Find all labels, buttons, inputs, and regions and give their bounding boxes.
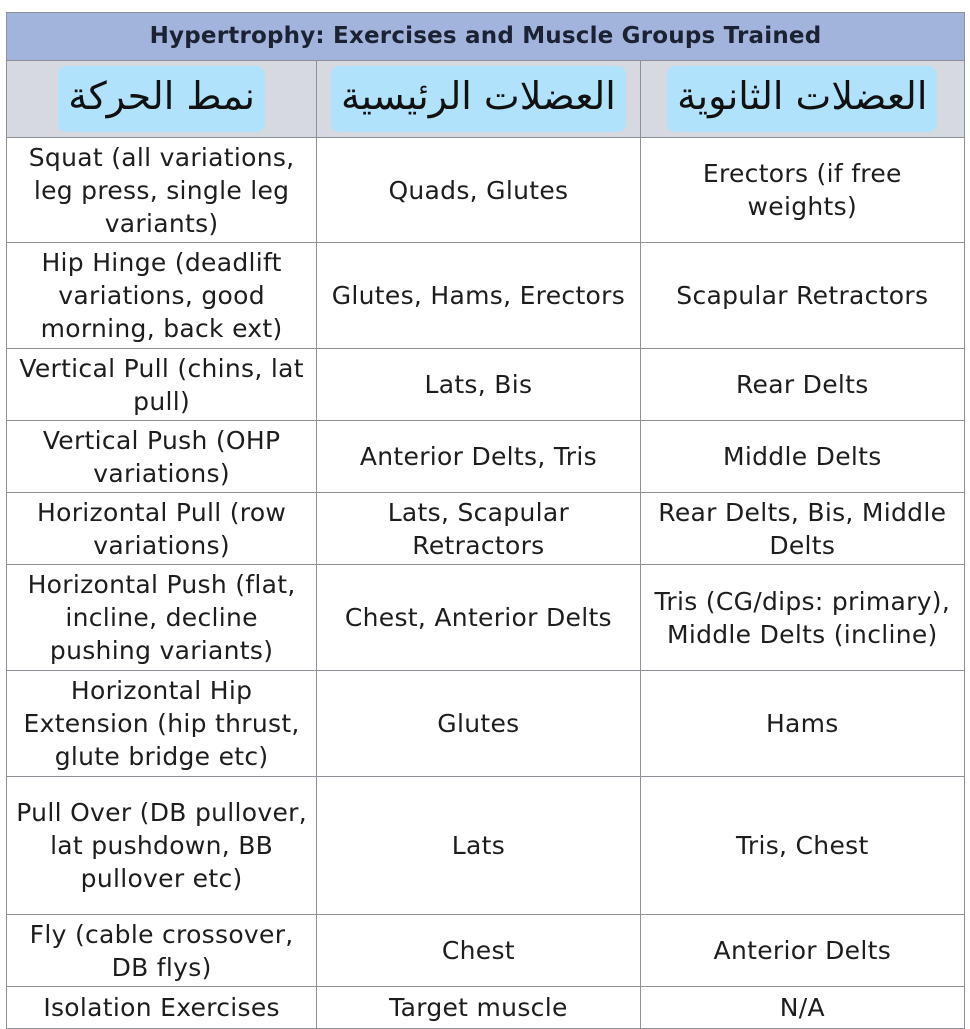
- exercise-cell: Hip Hinge (deadlift variations, good morning, back ext): [7, 243, 317, 349]
- header-secondary-muscles: [640, 61, 964, 138]
- table-row: [7, 421, 965, 493]
- secondary-muscle-cell: Hams: [640, 671, 964, 777]
- exercise-table-sheet: [6, 12, 965, 1020]
- primary-muscle-cell: Chest, Anterior Delts: [317, 565, 640, 671]
- exercise-cell: Pull Over (DB pullover, lat pushdown, BB pullover etc): [7, 777, 317, 915]
- primary-muscle-cell: Chest: [317, 915, 640, 987]
- exercise-cell: Vertical Push (OHP variations): [7, 421, 317, 493]
- primary-muscle-cell: Glutes: [317, 671, 640, 777]
- secondary-muscle-cell: Scapular Retractors: [640, 243, 964, 349]
- primary-muscle-cell: Lats, Bis: [317, 349, 640, 421]
- table-row: [7, 671, 965, 777]
- secondary-muscle-cell: Rear Delts, Bis, Middle Delts: [640, 493, 964, 565]
- table-title: Hypertrophy: Exercises and Muscle Groups Trained: [7, 13, 965, 61]
- table-row: [7, 349, 965, 421]
- primary-muscle-cell: Lats, Scapular Retractors: [317, 493, 640, 565]
- header-movement-pattern-label: نمط الحركة: [58, 66, 265, 132]
- header-secondary-muscles-label: العضلات الثانوية: [667, 66, 937, 132]
- exercise-cell: Vertical Pull (chins, lat pull): [7, 349, 317, 421]
- table-row: [7, 777, 965, 915]
- table-row: [7, 565, 965, 671]
- primary-muscle-cell: Lats: [317, 777, 640, 915]
- primary-muscle-cell: Anterior Delts, Tris: [317, 421, 640, 493]
- exercise-cell: Squat (all variations, leg press, single leg variants): [7, 138, 317, 243]
- title-row: [7, 13, 965, 61]
- secondary-muscle-cell: Middle Delts: [640, 421, 964, 493]
- secondary-muscle-cell: Erectors (if free weights): [640, 138, 964, 243]
- primary-muscle-cell: Target muscle: [317, 987, 640, 1029]
- header-primary-muscles: [317, 61, 640, 138]
- exercise-cell: Horizontal Hip Extension (hip thrust, glute bridge etc): [7, 671, 317, 777]
- secondary-muscle-cell: Rear Delts: [640, 349, 964, 421]
- header-row: [7, 61, 965, 138]
- secondary-muscle-cell: Tris, Chest: [640, 777, 964, 915]
- primary-muscle-cell: Quads, Glutes: [317, 138, 640, 243]
- header-movement-pattern: [7, 61, 317, 138]
- exercise-cell: Fly (cable crossover, DB flys): [7, 915, 317, 987]
- primary-muscle-cell: Glutes, Hams, Erectors: [317, 243, 640, 349]
- exercise-cell: Horizontal Pull (row variations): [7, 493, 317, 565]
- table-row: [7, 987, 965, 1029]
- secondary-muscle-cell: Tris (CG/dips: primary), Middle Delts (incline): [640, 565, 964, 671]
- table-row: [7, 243, 965, 349]
- secondary-muscle-cell: Anterior Delts: [640, 915, 964, 987]
- table-row: [7, 915, 965, 987]
- table-row: [7, 138, 965, 243]
- secondary-muscle-cell: N/A: [640, 987, 964, 1029]
- exercise-cell: Isolation Exercises: [7, 987, 317, 1029]
- exercise-muscle-table: [6, 12, 965, 1029]
- exercise-cell: Horizontal Push (flat, incline, decline pushing variants): [7, 565, 317, 671]
- header-primary-muscles-label: العضلات الرئيسية: [331, 66, 626, 132]
- table-row: [7, 493, 965, 565]
